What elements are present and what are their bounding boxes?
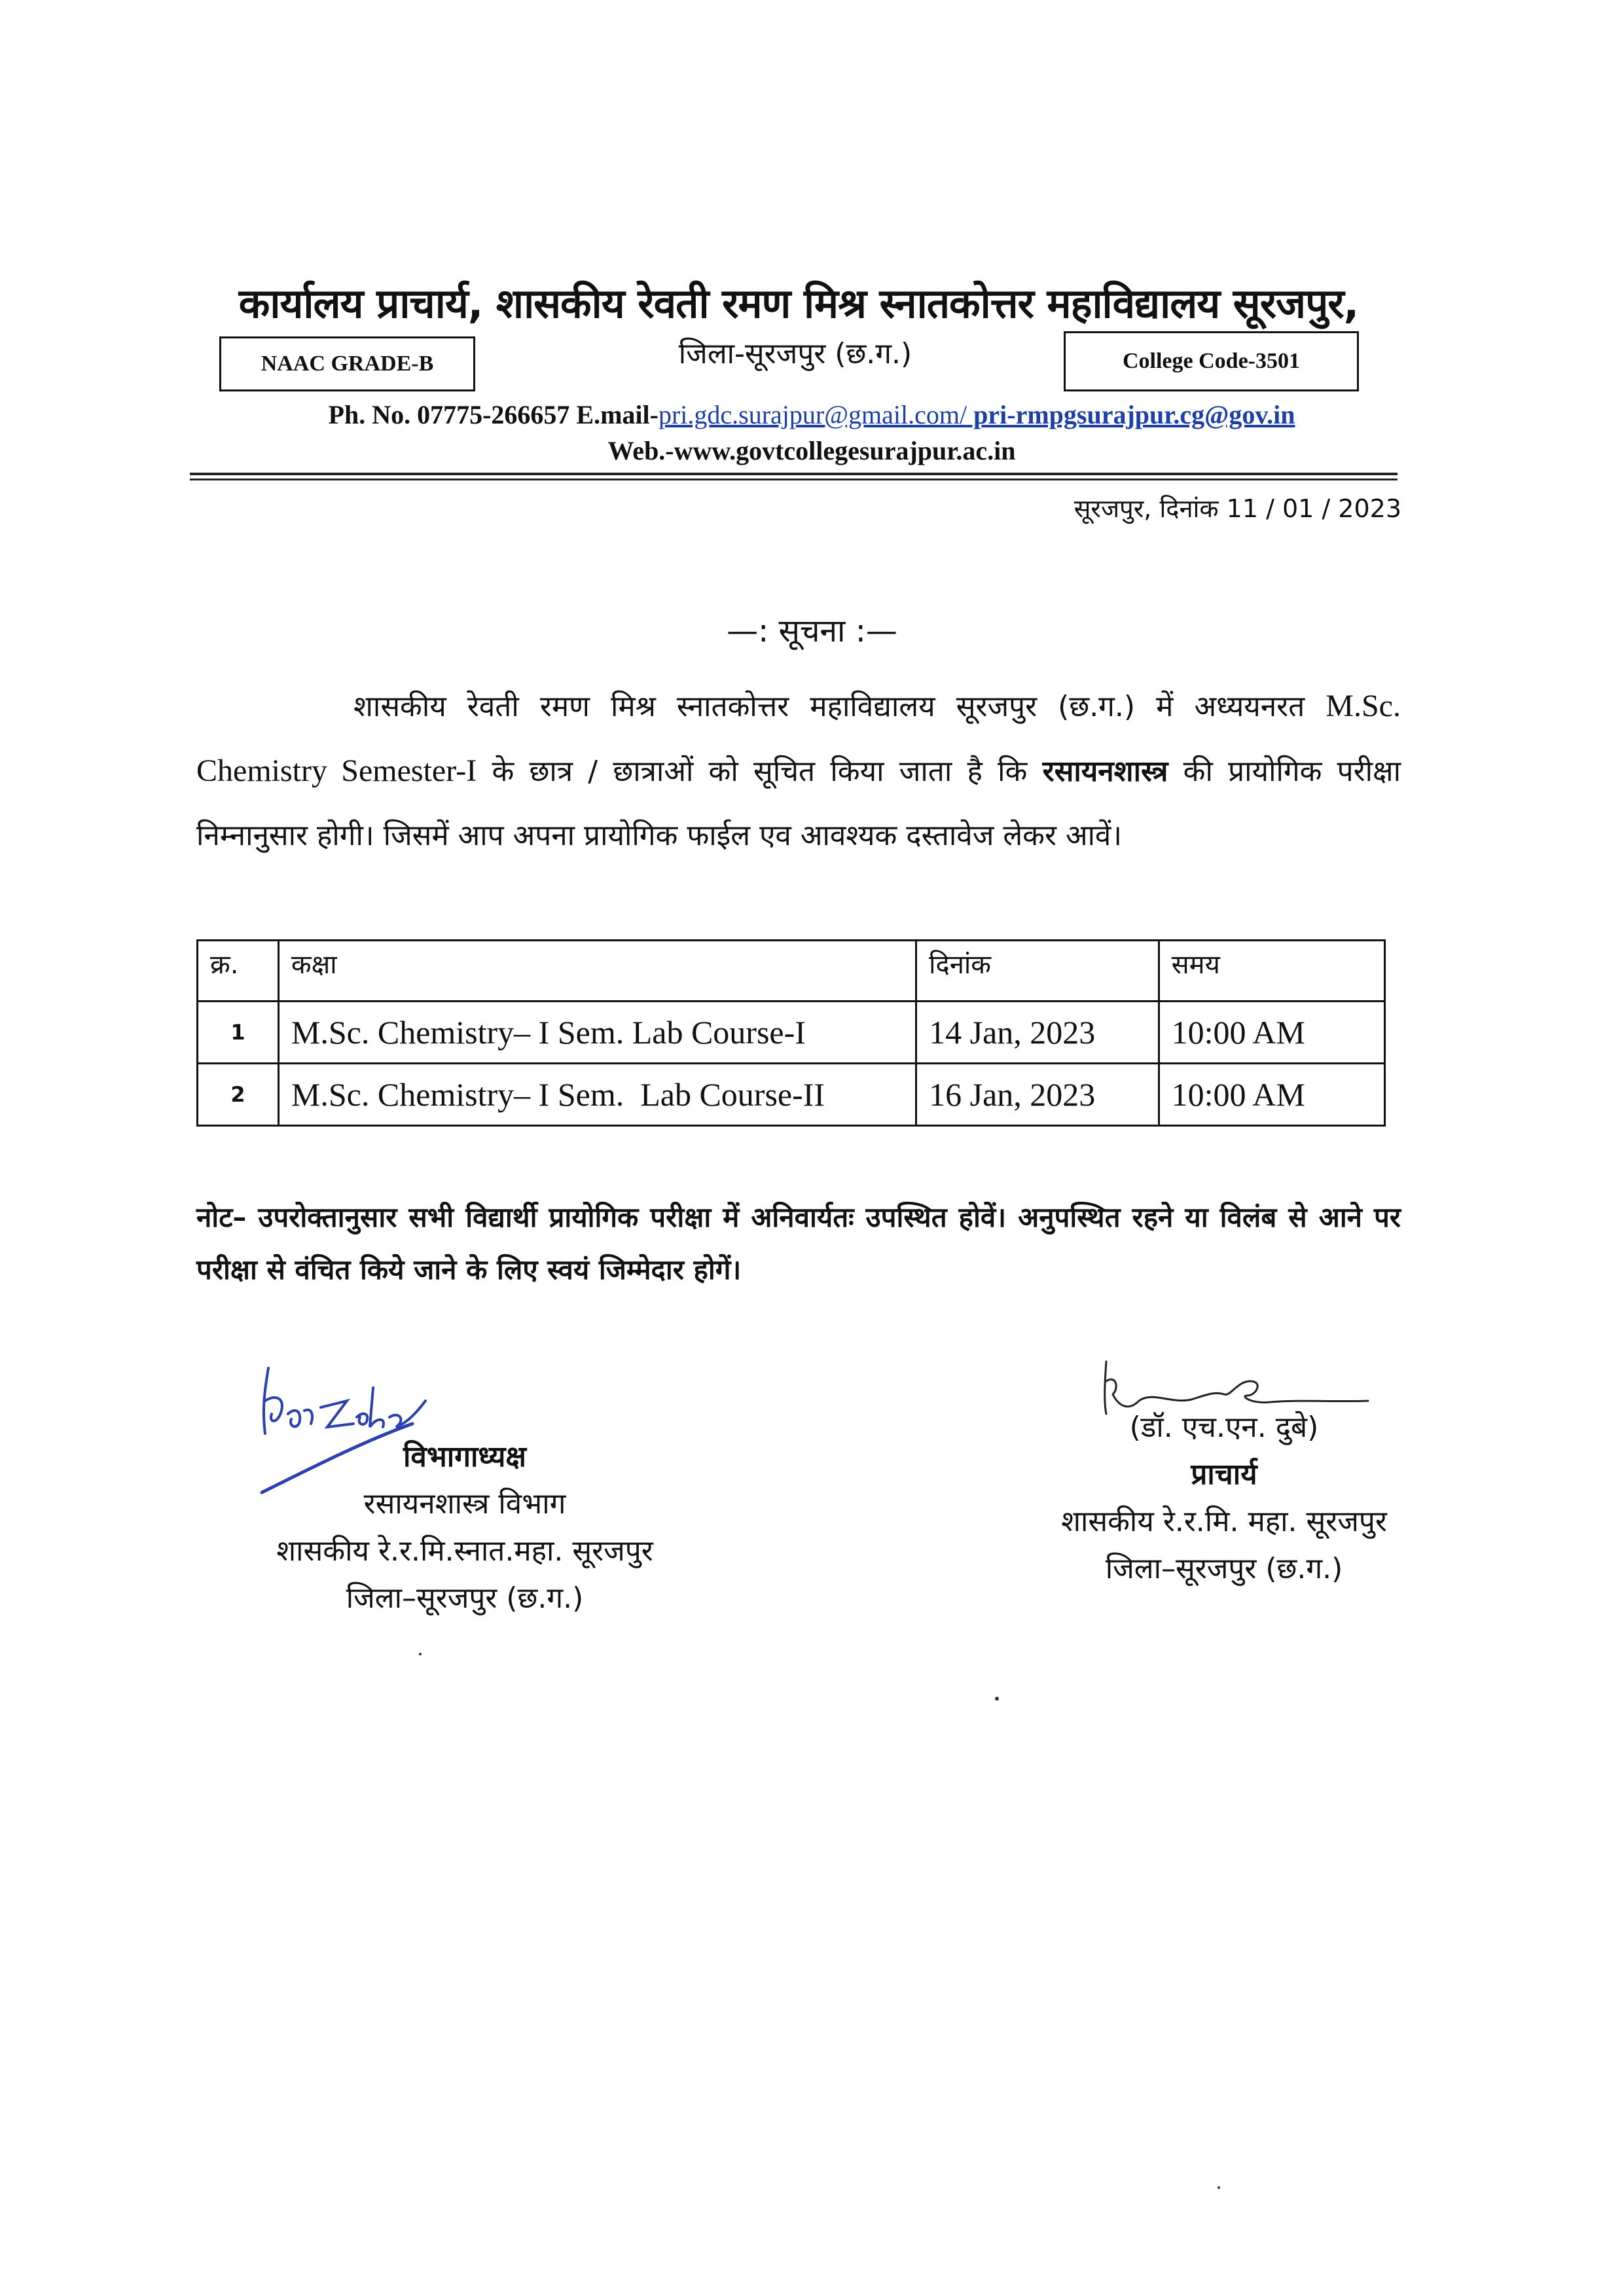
scan-speck xyxy=(419,1653,422,1655)
email-separator: / xyxy=(960,400,967,429)
scan-speck xyxy=(1218,2186,1220,2189)
table-cell: 10:00 AM xyxy=(1159,1064,1384,1126)
hod-signature-block xyxy=(216,1434,713,1622)
table-row xyxy=(198,1064,1385,1126)
principal-college: शासकीय रे.र.मि. महा. सूरजपुर xyxy=(1061,1505,1387,1538)
email-label: E.mail- xyxy=(576,400,659,429)
email-link-gov[interactable]: pri-rmpgsurajpur.cg@gov.in xyxy=(967,400,1295,429)
table-cell: M.Sc. Chemistry– I Sem. Lab Course-I xyxy=(278,1002,916,1064)
principal-signature-block xyxy=(943,1404,1506,1593)
body-text: शासकीय रेवती रमण मिश्र स्नातकोत्तर महाविद्यालय सूरजपुर (छ.ग.) में अध्ययनरत xyxy=(353,690,1305,723)
hod-district: जिला–सूरजपुर (छ.ग.) xyxy=(346,1581,584,1615)
table-header-row xyxy=(198,941,1385,1002)
district-line: जिला-सूरजपुर (छ.ग.) xyxy=(678,337,912,370)
subject-name: रसायनशास्त्र xyxy=(1042,755,1168,788)
notice-body xyxy=(196,674,1401,868)
note-paragraph: नोट– उपरोक्तानुसार सभी विद्यार्थी प्रायोगिक परीक्षा में अनिवार्यतः उपस्थित होवें। अनुपस्थित रहने या विलंब से आने पर परीक्षा से वंचित किये जाने के लिए स्वयं जिम्मेदार होगें। xyxy=(196,1201,1401,1286)
column-header: दिनांक xyxy=(916,941,1159,1002)
website-line: Web.-www.govtcollegesurajpur.ac.in xyxy=(607,436,1016,465)
header-rule xyxy=(190,473,1398,475)
body-text: की प्रायोगिक परीक्षा निम्नानुसार होगी। जिसमें आप अपना प्रायोगिक फाईल एव आवश्यक दस्तावेज लेकर आवें। xyxy=(196,755,1401,852)
table-row xyxy=(198,1002,1385,1064)
college-code-box: College Code-3501 xyxy=(1064,331,1359,391)
table-cell: 10:00 AM xyxy=(1159,1002,1384,1064)
notice-heading: —: सूचना :— xyxy=(727,613,897,649)
exam-schedule-table xyxy=(196,939,1386,1127)
email-link-gmail[interactable]: pri.gdc.surajpur@gmail.com xyxy=(658,400,960,429)
date-line: सूरजपुर, दिनांक 11 / 01 / 2023 xyxy=(1074,494,1401,523)
table-cell: M.Sc. Chemistry– I Sem. Lab Course-II xyxy=(278,1064,916,1126)
office-title: कार्यालय प्राचार्य, शासकीय रेवती रमण मिश्र स्नातकोत्तर महाविद्यालय सूरजपुर, xyxy=(238,280,1359,327)
body-text: के छात्र / छात्राओं को सूचित किया जाता है कि xyxy=(492,755,1028,788)
phone-number: Ph. No. 07775-266657 xyxy=(328,400,570,429)
column-header: समय xyxy=(1159,941,1384,1002)
column-header: क्र. xyxy=(198,941,279,1002)
hod-department: रसायनशास्त्र विभाग xyxy=(363,1487,566,1521)
table-cell: 1 xyxy=(198,1002,279,1064)
principal-title: प्राचार्य xyxy=(1191,1458,1257,1491)
hod-college: शासकीय रे.र.मि.स्नात.महा. सूरजपुर xyxy=(276,1534,653,1568)
principal-district: जिला–सूरजपुर (छ.ग.) xyxy=(1105,1552,1343,1585)
table-cell: 16 Jan, 2023 xyxy=(916,1064,1159,1126)
course-name: M.Sc. Chemistry Semester-I xyxy=(196,689,1401,788)
scan-speck xyxy=(995,1697,999,1701)
column-header: कक्षा xyxy=(278,941,916,1002)
naac-grade-box: NAAC GRADE-B xyxy=(219,336,475,391)
hod-title: विभागाध्यक्ष xyxy=(403,1440,526,1473)
principal-name: (डॉ. एच.एन. दुबे) xyxy=(1129,1411,1319,1444)
contact-line xyxy=(196,399,1427,430)
table-cell: 14 Jan, 2023 xyxy=(916,1002,1159,1064)
header-rule xyxy=(190,479,1398,480)
table-cell: 2 xyxy=(198,1064,279,1126)
